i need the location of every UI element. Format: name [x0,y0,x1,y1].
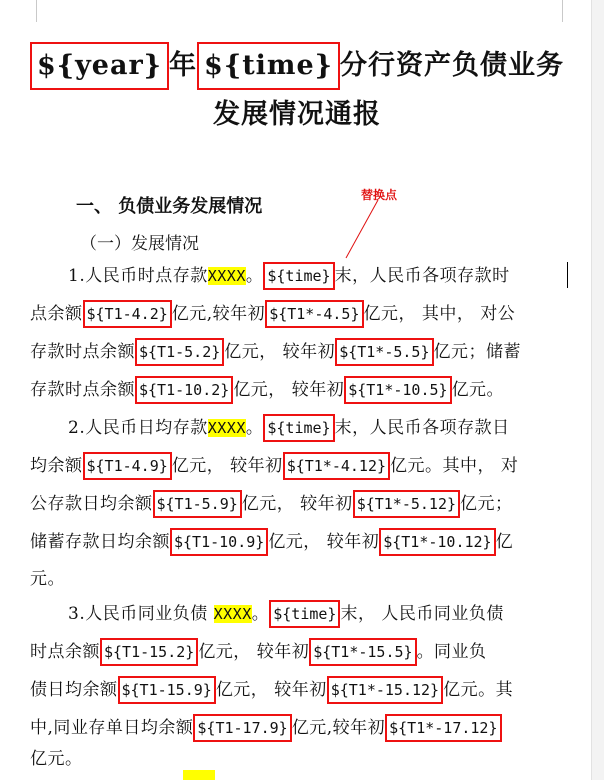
paragraph-line [30,746,570,772]
template-placeholder[interactable]: ${time} [263,414,334,442]
body-text: 存款时点余额 [30,380,135,400]
template-placeholder[interactable]: ${T1*-15.5} [309,638,416,666]
paragraph-line [68,600,604,628]
body-text: 亿元,较年初 [291,718,386,738]
time-placeholder[interactable]: ${time} [197,42,340,90]
template-placeholder[interactable]: ${T1*-15.12} [327,676,443,704]
template-placeholder[interactable]: ${time} [269,600,340,628]
body-text: 亿元。 [30,749,83,769]
body-text: 元。 [30,569,65,589]
body-text: 。 [245,418,264,438]
template-placeholder[interactable]: ${T1*-4.5} [265,300,363,328]
margin-corner-mark [18,0,37,22]
body-text: 债日均余额 [30,680,118,700]
body-text: 储蓄存款日均余额 [30,532,170,552]
document-title-line-2: 发展情况通报 [213,99,381,130]
year-placeholder[interactable]: ${year} [30,42,169,90]
template-placeholder[interactable]: ${T1-4.2} [83,300,172,328]
highlighted-text: XXXX [207,267,246,285]
template-placeholder[interactable]: ${T1-15.9} [118,676,216,704]
body-text: 公存款日均余额 [30,494,153,514]
paragraph-line [30,300,570,328]
highlighted-text: XXXX [213,605,252,623]
highlight-fragment [183,770,215,780]
body-text: 亿元。其 [443,680,514,700]
template-placeholder[interactable]: ${T1*-10.12} [379,528,495,556]
body-text: 均余额 [30,456,83,476]
subsection-heading: （一）发展情况 [80,234,199,254]
template-placeholder[interactable]: ${T1-5.9} [153,490,242,518]
template-placeholder[interactable]: ${T1*-10.5} [344,376,451,404]
body-text: 。 [251,604,270,624]
text-cursor [567,262,568,288]
document-title-line-1 [0,42,594,90]
paragraph-line [68,414,604,442]
template-placeholder[interactable]: ${T1*-4.12} [283,452,390,480]
paragraph-line [30,714,570,742]
body-text: 亿元， 较年初 [215,680,327,700]
annotation-arrow [340,198,390,260]
body-text: 。 [245,266,264,286]
template-placeholder[interactable]: ${time} [263,262,334,290]
template-placeholder[interactable]: ${T1-5.2} [135,338,224,366]
body-text: 末，人民币各项存款时 [334,266,510,286]
body-text: 3.人民币同业负债 [68,604,214,624]
section-heading: 一、 负债业务发展情况 [76,196,263,217]
body-text: 亿元， 较年初 [233,380,345,400]
template-placeholder[interactable]: ${T1-17.9} [193,714,291,742]
body-text: 1.人民币时点存款 [68,266,208,286]
template-placeholder[interactable]: ${T1*-5.12} [353,490,460,518]
body-text: 亿元。 [451,380,505,400]
template-placeholder[interactable]: ${T1-10.9} [170,528,268,556]
paragraph-line [30,676,570,704]
body-text: 亿元， 较年初 [198,642,310,662]
paragraph-line [30,376,570,404]
template-placeholder[interactable]: ${T1-10.2} [135,376,233,404]
body-text: 亿元， 其中， 对公 [363,304,516,324]
paragraph-line [68,262,604,290]
margin-corner-mark [562,0,581,22]
body-text: 亿 [495,532,514,552]
title-separator: 年 [169,50,198,81]
body-text: 存款时点余额 [30,342,135,362]
body-text: 亿元；储蓄 [433,342,521,362]
body-text: 亿元， 较年初 [241,494,353,514]
paragraph-line [30,490,570,518]
body-text: 2.人民币日均存款 [68,418,208,438]
template-placeholder[interactable]: ${T1-15.2} [100,638,198,666]
replacement-point-annotation: 替换点 [361,188,398,202]
paragraph-line [30,528,570,556]
body-text: 。同业负 [416,642,487,662]
highlighted-text: XXXX [207,419,246,437]
body-text: 时点余额 [30,642,100,662]
paragraph-line [30,638,570,666]
body-text: 亿元,较年初 [171,304,266,324]
body-text: 亿元， 较年初 [224,342,336,362]
body-text: 亿元； [460,494,513,514]
body-text: 点余额 [30,304,83,324]
body-text: 亿元， 较年初 [171,456,283,476]
title-text: 分行资产负债业务 [340,50,565,81]
template-placeholder[interactable]: ${T1*-5.5} [335,338,433,366]
paragraph-line [30,566,570,592]
template-placeholder[interactable]: ${T1*-17.12} [385,714,501,742]
body-text: 亿元， 较年初 [268,532,380,552]
body-text: 中,同业存单日均余额 [30,718,194,738]
body-text: 末， 人民币同业负债 [340,604,504,624]
template-placeholder[interactable]: ${T1-4.9} [83,452,172,480]
paragraph-line [30,452,570,480]
body-text: 亿元。其中， 对 [390,456,519,476]
paragraph-line [30,338,570,366]
body-text: 末，人民币各项存款日 [334,418,510,438]
